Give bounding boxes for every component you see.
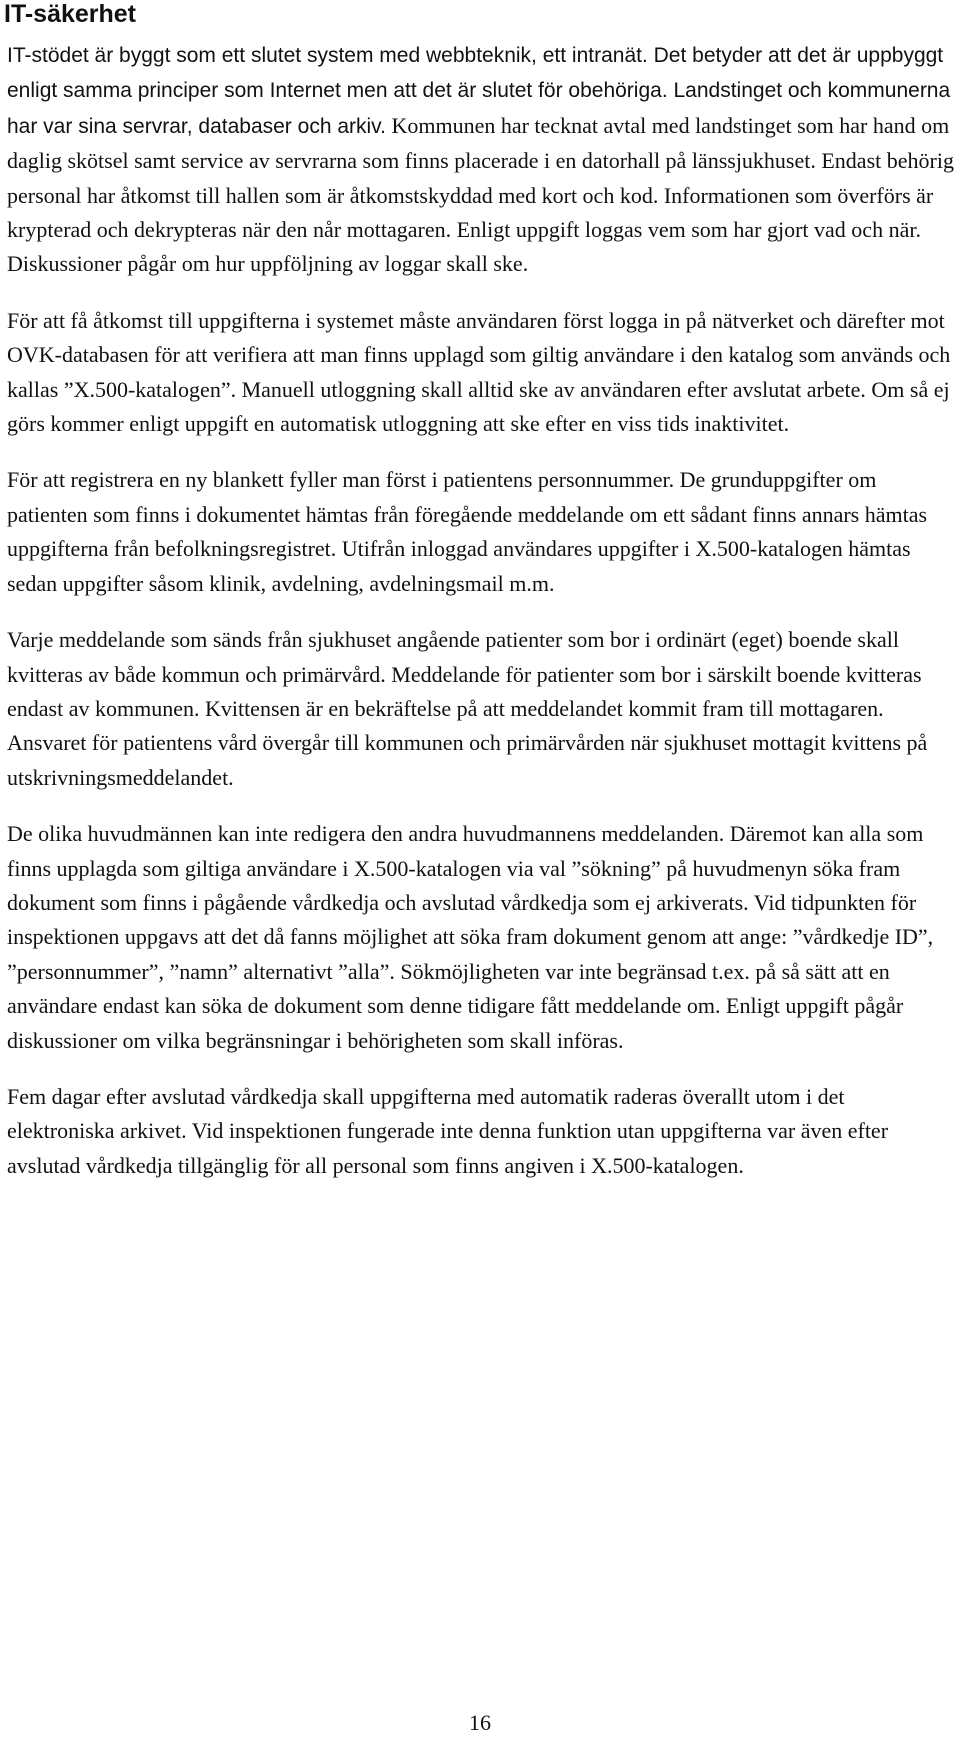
paragraph-login: För att få åtkomst till uppgifterna i systemet måste användaren först logga in på nätverket och därefter mot OVK-databasen för att verifiera att man finns upplagd som giltig användare i den katalog som används och kallas ”X.500-katalogen”. Manuell utloggning skall alltid ske av användaren efter avslutat arbete. Om så ej görs kommer enligt uppgift en automatisk utloggning att ske efter en viss tids inaktivitet. <box>7 307 951 437</box>
paragraph-search: De olika huvudmännen kan inte redigera den andra huvudmannens meddelanden. Däremot kan alla som finns upplagda som giltiga användare i X.500-katalogen via val ”sökning” på huvudmenyn söka fram dokument som finns i pågående vårdkedja och avslutad vårdkedja som ej arkiverats. Vid tidpunkten för inspektionen uppgavs att det då fanns möjlighet att söka fram dokument genom att ange: ”vårdkedje ID”, ”personnummer”, ”namn” alternativt ”alla”. Sökmöjligheten var inte begränsad t.ex. på så sätt att en användare endast kan söka de dokument som denne tidigare fått meddelande om. Enligt uppgift pågår diskussioner om vilka begränsningar i behörigheten som skall införas. <box>7 821 934 1053</box>
paragraph-it-stod-rest: Kommunen har tecknat avtal med landstinget som har hand om daglig skötsel samt service av servrarna som finns placerade i en datorhall på länssjukhuset. Endast behörig personal har åtkomst till hallen som är åtkomstskyddad med kort och kod. Informationen som överförs är krypterad och dekrypteras när den når mottagaren. Enligt uppgift loggas vem som har gjort vad och när. Diskussioner pågår om hur uppföljning av loggar skall ske. <box>7 112 954 277</box>
paragraph-it-stod <box>7 38 955 282</box>
section-heading: IT-säkerhet <box>4 0 137 28</box>
paragraph-receipt: Varje meddelande som sänds från sjukhuset angående patienter som bor i ordinärt (eget) boende skall kvitteras av både kommun och primärvård. Meddelande för patienter som bor i särskilt boende kvitteras endast av kommunen. Kvittensen är en bekräftelse på att meddelandet kommit fram till mottagaren. Ansvaret för patientens vård övergår till kommunen och primärvården när sjukhuset mottagit kvittens på utskrivningsmeddelandet. <box>7 627 928 790</box>
paragraph-deletion: Fem dagar efter avslutad vårdkedja skall uppgifterna med automatik raderas överallt utom i det elektroniska arkivet. Vid inspektionen fungerade inte denna funktion utan uppgifterna var även efter avslutad vårdkedja tillgänglig för all personal som finns angiven i X.500-katalogen. <box>7 1083 889 1178</box>
paragraph-registration: För att registrera en ny blankett fyller man först i patientens personnummer. De grunduppgifter om patienten som finns i dokumentet hämtas från föregående meddelande om ett sådant finns annars hämtas uppgifterna från befolkningsregistret. Utifrån inloggad användares uppgifter i X.500-katalogen hämtas sedan uppgifter såsom klinik, avdelning, avdelningsmail m.m. <box>7 467 928 596</box>
paragraph-it-stod-intro: IT-stödet är byggt som ett slutet system med webbteknik, ett intranät. Det betyder att det är uppbyggt enligt samma principer som Internet men att det är slutet för obehöriga. Landstinget och kommunerna har var sina servrar, databaser och arkiv. <box>7 44 951 138</box>
body-text <box>7 38 955 1205</box>
page-number: 16 <box>469 1710 491 1735</box>
